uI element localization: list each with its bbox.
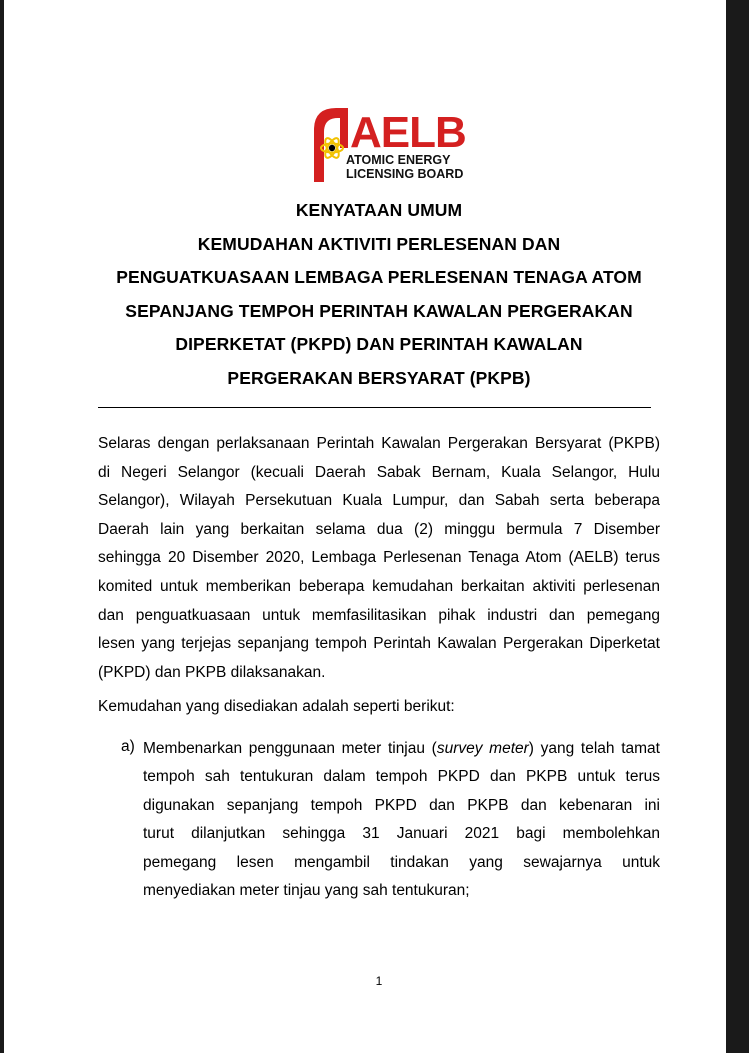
viewer-background bbox=[726, 0, 749, 1053]
paragraph-line: Daerah lain yang berkaitan selama dua (2) minggu bermula 7 Disember bbox=[98, 520, 660, 538]
atom-icon bbox=[321, 136, 343, 160]
list-item-line: turut dilanjutkan sehingga 31 Januari 2021 bagi membolehkan bbox=[143, 825, 660, 843]
list-item-line: menyediakan meter tinjau yang sah tentukuran; bbox=[143, 882, 470, 900]
title-divider bbox=[98, 407, 651, 408]
facilities-intro: Kemudahan yang disediakan adalah seperti berikut: bbox=[98, 698, 455, 715]
list-item-line: pemegang lesen mengambil tindakan yang sewajarnya untuk bbox=[143, 853, 660, 871]
paragraph-line: (PKPD) dan PKPB dilaksanakan. bbox=[98, 663, 326, 681]
logo-mark: AELB bbox=[350, 108, 466, 157]
paragraph-line: dan penguatkuasaan untuk memfasilitasikan pihak industri dan pemegang bbox=[98, 606, 660, 624]
title-line: KENYATAAN UMUM bbox=[295, 200, 463, 220]
title-line: SEPANJANG TEMPOH PERINTAH KAWALAN PERGERAKAN bbox=[125, 300, 633, 321]
title-line: PERGERAKAN BERSYARAT (PKPB) bbox=[227, 367, 531, 388]
paragraph-line: Selaras dengan perlaksanaan Perintah Kawalan Pergerakan Bersyarat (PKPB) bbox=[98, 435, 660, 452]
list-item-label: a) bbox=[121, 738, 135, 755]
paragraph-line: lesen yang terjejas sepanjang tempoh Perintah Kawalan Pergerakan Diperketat bbox=[98, 635, 660, 653]
opening-paragraph bbox=[98, 430, 660, 687]
list-item bbox=[143, 735, 660, 905]
list-item-line: digunakan sepanjang tempoh PKPD dan PKPB dan kebenaran ini bbox=[143, 796, 660, 814]
document-page bbox=[4, 0, 726, 1053]
paragraph-line: komited untuk memberikan beberapa kemudahan berkaitan aktiviti perlesenan bbox=[98, 577, 660, 595]
list-item-line: tempoh sah tentukuran dalam tempoh PKPD dan PKPB untuk terus bbox=[143, 768, 660, 786]
logo-line-1: ATOMIC ENERGY bbox=[346, 153, 451, 167]
title-line: DIPERKETAT (PKPD) DAN PERINTAH KAWALAN bbox=[175, 334, 583, 354]
page-number: 1 bbox=[375, 974, 383, 988]
document-title bbox=[74, 194, 684, 395]
aelb-logo bbox=[310, 104, 466, 182]
paragraph-line: sehingga 20 Disember 2020, Lembaga Perlesenan Tenaga Atom (AELB) terus bbox=[98, 549, 660, 567]
list-item-line: Membenarkan penggunaan meter tinjau (survey meter) yang telah tamat bbox=[143, 740, 660, 757]
paragraph-line: di Negeri Selangor (kecuali Daerah Sabak Bernam, Kuala Selangor, Hulu bbox=[98, 463, 660, 481]
title-line: KEMUDAHAN AKTIVITI PERLESENAN DAN bbox=[197, 233, 561, 254]
emphasis-term: survey meter bbox=[436, 740, 529, 757]
title-line: PENGUATKUASAAN LEMBAGA PERLESENAN TENAGA ATOM bbox=[116, 267, 642, 287]
logo-line-2: LICENSING BOARD bbox=[346, 167, 464, 181]
paragraph-line: Selangor), Wilayah Persekutuan Kuala Lumpur, dan Sabah serta beberapa bbox=[98, 492, 660, 510]
